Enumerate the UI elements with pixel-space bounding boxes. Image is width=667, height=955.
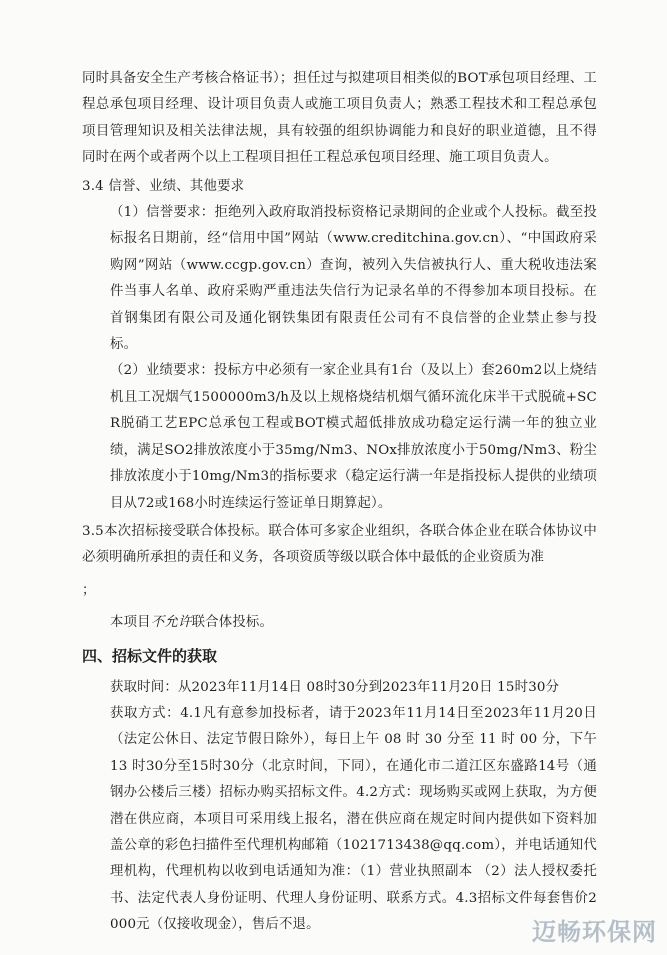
consortium-prefix: 本项目 xyxy=(110,615,151,631)
consortium-italic: 不允许 xyxy=(150,615,192,631)
acquisition-method: 获取方式：4.1凡有意参加投标者，请于2023年11月14日至2023年11月20日（法定公休日、法定节假日除外），每日上午 08 时 30 分至 11 时 00 分，下午 13 时30分至15时30分（北京时间，下同），在通化市二道江区东盛路14号（通钢办公楼后三楼）招标办购买招标文件。4.2方式：现场购买或网上获取，为方便潜在供应商，本项目可采用线上报名，潜在供应商在规定时间内提供如下资料加盖公章的彩色扫描件至代理机构邮箱（1021713438@qq.com），并电话通知代理机构，代理机构以收到电话通知为准：（1）营业执照副本 （2）法人授权委托书、法定代表人身份证明、代理人身份证明、联系方式。4.3招标文件每套售价2000元（仅接收现金），售后不退。 xyxy=(110,705,597,933)
consortium-statement xyxy=(82,610,597,636)
section-3-4-title: 3.4 信誉、业绩、其他要求 xyxy=(82,178,245,194)
acquisition-time: 获取时间：从2023年11月14日 08时30分到2023年11月20日 15时30分 xyxy=(110,679,560,695)
consortium-suffix: 联合体投标。 xyxy=(191,615,274,631)
semicolon-line: ； xyxy=(82,582,96,598)
watermark-logo: 迈畅环保网 xyxy=(532,918,657,946)
section-3-5: 3.5本次招标接受联合体投标。联合体可多家企业组织，各联合体企业在联合体协议中必须明确所承担的责任和义务，各项资质等级以联合体中最低的企业资质为准 xyxy=(82,523,597,566)
section-4-heading: 四、招标文件的获取 xyxy=(82,646,218,665)
paragraph-credit-requirement: （1）信誉要求：拒绝列入政府取消投标资格记录期间的企业或个人投标。截至投标报名日期前，经“信用中国”网站（www.creditchina.gov.cn）、“中国政府采购网”网站（www.ccgp.gov.cn）查询，被列入失信被执行人、重大税收违法案件当事人名单、政府采购严重违法失信行为记录名单的不得参加本项目投标。在首钢集团有限公司及通化钢铁集团有限责任公司有不良信誉的企业禁止参与投标。 xyxy=(110,205,597,353)
paragraph-performance-requirement: （2）业绩要求：投标方中必须有一家企业具有1台（及以上）套260m2以上烧结机且工况烟气1500000m3/h及以上规格烧结机烟气循环流化床半干式脱硫+SCR脱硝工艺EPC总承包工程或BOT模式超低排放成功稳定运行满一年的独立业绩，满足SO2排放浓度小于35mg/Nm3、NOx排放浓度小于50mg/Nm3、粉尘排放浓度小于10mg/Nm3的指标要求（稳定运行满一年是指投标人提供的业绩项目从72或168小时连续运行签证单日期算起）。 xyxy=(110,363,597,511)
paragraph-qualification: 同时具备安全生产考核合格证书）；担任过与拟建项目相类似的BOT承包项目经理、工程总承包项目经理、设计项目负责人或施工项目负责人；熟悉工程技术和工程总承包项目管理知识及相关法律法规，具有较强的组织协调能力和良好的职业道德，且不得同时在两个或者两个以上工程项目担任工程总承包项目经理、施工项目负责人。 xyxy=(82,71,597,166)
